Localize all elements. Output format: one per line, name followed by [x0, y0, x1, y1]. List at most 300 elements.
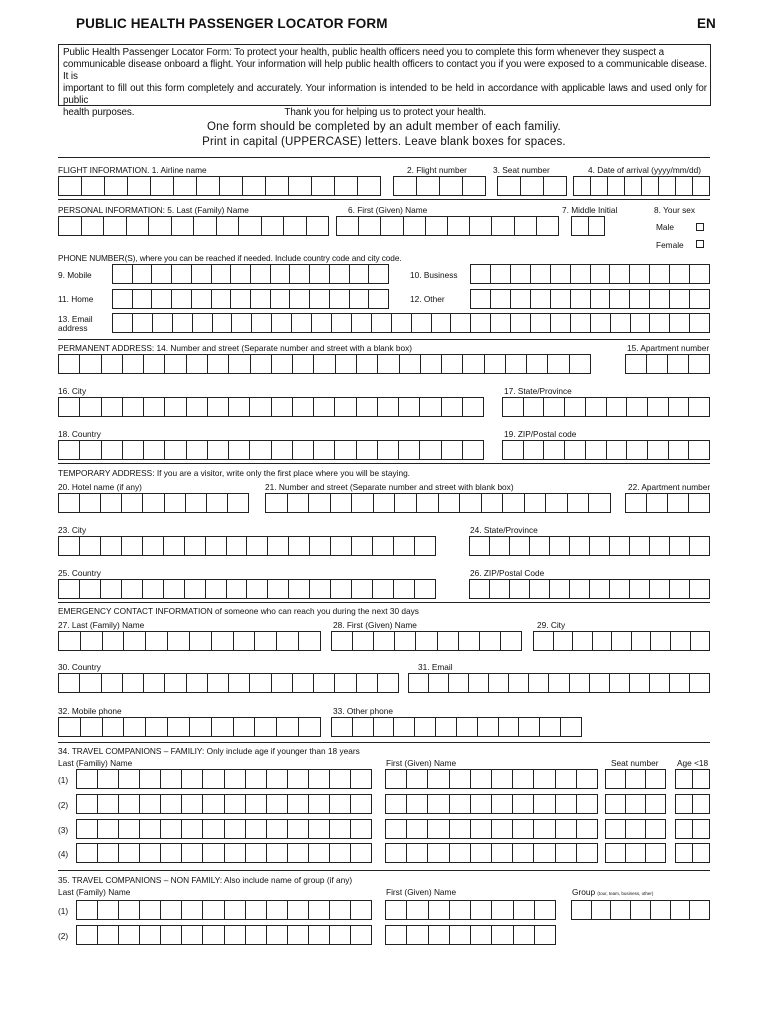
letter-box[interactable] — [648, 440, 669, 460]
letter-box[interactable] — [648, 397, 669, 417]
letter-box[interactable] — [426, 216, 448, 236]
letter-box[interactable] — [212, 717, 234, 737]
permanent-state-input[interactable] — [502, 397, 710, 417]
letter-box[interactable] — [335, 673, 356, 693]
letter-box[interactable] — [535, 900, 556, 920]
letter-box[interactable] — [568, 493, 590, 513]
letter-box[interactable] — [182, 900, 203, 920]
letter-box[interactable] — [627, 440, 648, 460]
letter-box[interactable] — [471, 769, 492, 789]
letter-box[interactable] — [492, 925, 513, 945]
emergency-mobile-input[interactable] — [58, 717, 321, 737]
letter-box[interactable] — [80, 493, 101, 513]
letter-box[interactable] — [190, 717, 212, 737]
letter-box[interactable] — [626, 843, 646, 863]
letter-box[interactable] — [267, 900, 288, 920]
letter-box[interactable] — [374, 717, 395, 737]
letter-box[interactable] — [590, 579, 610, 599]
letter-box[interactable] — [515, 216, 537, 236]
letter-box[interactable] — [172, 289, 192, 309]
letter-box[interactable] — [571, 289, 591, 309]
letter-box[interactable] — [482, 493, 504, 513]
letter-box[interactable] — [288, 493, 310, 513]
letter-box[interactable] — [330, 925, 351, 945]
letter-box[interactable] — [417, 176, 440, 196]
letter-box[interactable] — [490, 536, 510, 556]
family-first-name-input[interactable] — [385, 819, 598, 839]
letter-box[interactable] — [267, 843, 288, 863]
temporary-city-input[interactable] — [58, 536, 436, 556]
letter-box[interactable] — [546, 493, 568, 513]
letter-box[interactable] — [335, 440, 356, 460]
letter-box[interactable] — [140, 900, 161, 920]
family-age-input[interactable] — [675, 819, 710, 839]
letter-box[interactable] — [312, 176, 335, 196]
letter-box[interactable] — [378, 397, 399, 417]
letter-box[interactable] — [610, 289, 630, 309]
letter-box[interactable] — [331, 536, 352, 556]
emergency-other-phone-input[interactable] — [331, 717, 582, 737]
letter-box[interactable] — [98, 819, 119, 839]
letter-box[interactable] — [330, 843, 351, 863]
letter-box[interactable] — [289, 579, 310, 599]
letter-box[interactable] — [271, 264, 291, 284]
letter-box[interactable] — [630, 536, 650, 556]
letter-box[interactable] — [415, 717, 436, 737]
letter-box[interactable] — [690, 313, 710, 333]
letter-box[interactable] — [572, 900, 592, 920]
letter-box[interactable] — [140, 819, 161, 839]
letter-box[interactable] — [610, 264, 630, 284]
letter-box[interactable] — [650, 313, 670, 333]
letter-box[interactable] — [59, 631, 81, 651]
letter-box[interactable] — [251, 264, 271, 284]
letter-box[interactable] — [187, 673, 208, 693]
letter-box[interactable] — [250, 440, 271, 460]
letter-box[interactable] — [352, 313, 372, 333]
letter-box[interactable] — [353, 717, 374, 737]
letter-box[interactable] — [307, 216, 330, 236]
letter-box[interactable] — [535, 925, 556, 945]
letter-box[interactable] — [457, 717, 478, 737]
letter-box[interactable] — [146, 631, 168, 651]
letter-box[interactable] — [509, 673, 529, 693]
letter-box[interactable] — [330, 769, 351, 789]
temporary-street-input[interactable] — [265, 493, 611, 513]
permanent-street-input[interactable] — [58, 354, 591, 374]
letter-box[interactable] — [232, 313, 252, 333]
letter-box[interactable] — [187, 354, 208, 374]
letter-box[interactable] — [690, 536, 710, 556]
male-checkbox[interactable] — [696, 223, 704, 231]
letter-box[interactable] — [149, 216, 172, 236]
letter-box[interactable] — [119, 900, 140, 920]
letter-box[interactable] — [450, 843, 471, 863]
email-input[interactable] — [112, 313, 710, 333]
letter-box[interactable] — [98, 769, 119, 789]
letter-box[interactable] — [489, 673, 509, 693]
letter-box[interactable] — [693, 819, 710, 839]
letter-box[interactable] — [220, 176, 243, 196]
letter-box[interactable] — [227, 536, 248, 556]
letter-box[interactable] — [277, 717, 299, 737]
letter-box[interactable] — [101, 536, 122, 556]
letter-box[interactable] — [399, 397, 420, 417]
letter-box[interactable] — [386, 843, 407, 863]
letter-box[interactable] — [208, 397, 229, 417]
letter-box[interactable] — [203, 900, 224, 920]
letter-box[interactable] — [374, 631, 395, 651]
letter-box[interactable] — [77, 900, 98, 920]
nonfamily-last-name-input[interactable] — [76, 900, 372, 920]
letter-box[interactable] — [471, 313, 491, 333]
letter-box[interactable] — [140, 925, 161, 945]
letter-box[interactable] — [101, 493, 122, 513]
letter-box[interactable] — [513, 819, 534, 839]
letter-box[interactable] — [531, 289, 551, 309]
letter-box[interactable] — [531, 313, 551, 333]
letter-box[interactable] — [556, 819, 577, 839]
letter-box[interactable] — [492, 819, 513, 839]
letter-box[interactable] — [186, 493, 207, 513]
airline-input[interactable] — [58, 176, 381, 196]
letter-box[interactable] — [173, 313, 193, 333]
letter-box[interactable] — [519, 717, 540, 737]
letter-box[interactable] — [234, 631, 256, 651]
letter-box[interactable] — [174, 176, 197, 196]
letter-box[interactable] — [471, 819, 492, 839]
letter-box[interactable] — [266, 493, 288, 513]
letter-box[interactable] — [428, 843, 449, 863]
letter-box[interactable] — [386, 900, 407, 920]
letter-box[interactable] — [510, 579, 530, 599]
letter-box[interactable] — [513, 843, 534, 863]
letter-box[interactable] — [586, 397, 607, 417]
letter-box[interactable] — [650, 289, 670, 309]
letter-box[interactable] — [168, 631, 190, 651]
letter-box[interactable] — [309, 769, 330, 789]
letter-box[interactable] — [227, 579, 248, 599]
letter-box[interactable] — [630, 673, 650, 693]
letter-box[interactable] — [357, 354, 378, 374]
letter-box[interactable] — [59, 216, 82, 236]
letter-box[interactable] — [59, 493, 80, 513]
letter-box[interactable] — [511, 313, 531, 333]
letter-box[interactable] — [625, 176, 642, 196]
letter-box[interactable] — [59, 717, 81, 737]
letter-box[interactable] — [676, 819, 693, 839]
letter-box[interactable] — [293, 440, 314, 460]
letter-box[interactable] — [212, 631, 234, 651]
letter-box[interactable] — [146, 717, 168, 737]
letter-box[interactable] — [577, 794, 598, 814]
letter-box[interactable] — [284, 216, 307, 236]
letter-box[interactable] — [314, 397, 335, 417]
letter-box[interactable] — [98, 843, 119, 863]
letter-box[interactable] — [548, 354, 569, 374]
letter-box[interactable] — [646, 769, 666, 789]
letter-box[interactable] — [246, 794, 267, 814]
letter-box[interactable] — [650, 579, 670, 599]
letter-box[interactable] — [357, 440, 378, 460]
letter-box[interactable] — [133, 289, 153, 309]
nonfamily-first-name-input[interactable] — [385, 925, 556, 945]
letter-box[interactable] — [572, 216, 589, 236]
letter-box[interactable] — [59, 354, 80, 374]
letter-box[interactable] — [293, 673, 314, 693]
family-age-input[interactable] — [675, 843, 710, 863]
letter-box[interactable] — [182, 925, 203, 945]
letter-box[interactable] — [463, 354, 484, 374]
letter-box[interactable] — [626, 493, 647, 513]
letter-box[interactable] — [98, 925, 119, 945]
letter-box[interactable] — [314, 354, 335, 374]
letter-box[interactable] — [420, 397, 441, 417]
letter-box[interactable] — [407, 794, 428, 814]
letter-box[interactable] — [428, 769, 449, 789]
permanent-zip-input[interactable] — [502, 440, 710, 460]
letter-box[interactable] — [165, 354, 186, 374]
letter-box[interactable] — [288, 794, 309, 814]
letter-box[interactable] — [471, 843, 492, 863]
letter-box[interactable] — [471, 289, 491, 309]
letter-box[interactable] — [309, 900, 330, 920]
letter-box[interactable] — [491, 264, 511, 284]
letter-box[interactable] — [531, 264, 551, 284]
letter-box[interactable] — [172, 264, 192, 284]
letter-box[interactable] — [451, 313, 471, 333]
letter-box[interactable] — [574, 176, 591, 196]
letter-box[interactable] — [611, 900, 631, 920]
letter-box[interactable] — [646, 843, 666, 863]
mobile-phone-input[interactable] — [112, 264, 389, 284]
letter-box[interactable] — [309, 794, 330, 814]
letter-box[interactable] — [676, 794, 693, 814]
letter-box[interactable] — [113, 289, 133, 309]
letter-box[interactable] — [606, 794, 626, 814]
letter-box[interactable] — [650, 536, 670, 556]
letter-box[interactable] — [571, 264, 591, 284]
letter-box[interactable] — [77, 769, 98, 789]
letter-box[interactable] — [394, 176, 417, 196]
letter-box[interactable] — [247, 536, 268, 556]
emergency-first-name-input[interactable] — [331, 631, 522, 651]
letter-box[interactable] — [394, 536, 415, 556]
letter-box[interactable] — [59, 673, 80, 693]
letter-box[interactable] — [243, 176, 266, 196]
letter-box[interactable] — [650, 264, 670, 284]
letter-box[interactable] — [670, 264, 690, 284]
letter-box[interactable] — [591, 176, 608, 196]
letter-box[interactable] — [450, 925, 471, 945]
letter-box[interactable] — [550, 579, 570, 599]
letter-box[interactable] — [288, 925, 309, 945]
letter-box[interactable] — [506, 354, 527, 374]
letter-box[interactable] — [690, 579, 710, 599]
letter-box[interactable] — [591, 264, 611, 284]
letter-box[interactable] — [351, 794, 372, 814]
letter-box[interactable] — [394, 717, 415, 737]
letter-box[interactable] — [550, 536, 570, 556]
letter-box[interactable] — [642, 176, 659, 196]
letter-box[interactable] — [469, 673, 489, 693]
letter-box[interactable] — [351, 900, 372, 920]
letter-box[interactable] — [113, 264, 133, 284]
letter-box[interactable] — [288, 900, 309, 920]
letter-box[interactable] — [225, 925, 246, 945]
letter-box[interactable] — [161, 925, 182, 945]
letter-box[interactable] — [540, 717, 561, 737]
letter-box[interactable] — [630, 264, 650, 284]
letter-box[interactable] — [501, 631, 522, 651]
letter-box[interactable] — [428, 819, 449, 839]
letter-box[interactable] — [231, 289, 251, 309]
letter-box[interactable] — [182, 794, 203, 814]
letter-box[interactable] — [165, 673, 186, 693]
family-seat-input[interactable] — [605, 769, 666, 789]
letter-box[interactable] — [449, 673, 469, 693]
letter-box[interactable] — [492, 794, 513, 814]
letter-box[interactable] — [429, 900, 450, 920]
letter-box[interactable] — [255, 631, 277, 651]
letter-box[interactable] — [511, 289, 531, 309]
letter-box[interactable] — [128, 176, 151, 196]
letter-box[interactable] — [119, 819, 140, 839]
letter-box[interactable] — [407, 925, 428, 945]
letter-box[interactable] — [350, 264, 370, 284]
letter-box[interactable] — [399, 440, 420, 460]
letter-box[interactable] — [373, 536, 394, 556]
letter-box[interactable] — [123, 673, 144, 693]
letter-box[interactable] — [556, 794, 577, 814]
letter-box[interactable] — [122, 579, 143, 599]
letter-box[interactable] — [272, 313, 292, 333]
letter-box[interactable] — [646, 819, 666, 839]
family-seat-input[interactable] — [605, 794, 666, 814]
letter-box[interactable] — [246, 843, 267, 863]
letter-box[interactable] — [631, 313, 651, 333]
letter-box[interactable] — [357, 673, 378, 693]
letter-box[interactable] — [412, 313, 432, 333]
letter-box[interactable] — [255, 717, 277, 737]
letter-box[interactable] — [561, 717, 582, 737]
letter-box[interactable] — [471, 794, 492, 814]
letter-box[interactable] — [544, 176, 567, 196]
letter-box[interactable] — [59, 176, 82, 196]
permanent-country-input[interactable] — [58, 440, 484, 460]
letter-box[interactable] — [492, 900, 513, 920]
letter-box[interactable] — [442, 397, 463, 417]
letter-box[interactable] — [689, 354, 710, 374]
letter-box[interactable] — [197, 176, 220, 196]
letter-box[interactable] — [266, 176, 289, 196]
letter-box[interactable] — [690, 289, 710, 309]
letter-box[interactable] — [534, 769, 555, 789]
letter-box[interactable] — [246, 900, 267, 920]
letter-box[interactable] — [225, 819, 246, 839]
letter-box[interactable] — [310, 536, 331, 556]
letter-box[interactable] — [309, 493, 331, 513]
letter-box[interactable] — [608, 176, 625, 196]
letter-box[interactable] — [225, 769, 246, 789]
letter-box[interactable] — [442, 440, 463, 460]
letter-box[interactable] — [289, 536, 310, 556]
letter-box[interactable] — [229, 673, 250, 693]
letter-box[interactable] — [277, 631, 299, 651]
letter-box[interactable] — [335, 397, 356, 417]
letter-box[interactable] — [570, 354, 591, 374]
letter-box[interactable] — [357, 397, 378, 417]
letter-box[interactable] — [525, 493, 547, 513]
letter-box[interactable] — [386, 925, 407, 945]
letter-box[interactable] — [246, 769, 267, 789]
letter-box[interactable] — [407, 819, 428, 839]
letter-box[interactable] — [626, 354, 647, 374]
letter-box[interactable] — [491, 289, 511, 309]
letter-box[interactable] — [101, 579, 122, 599]
letter-box[interactable] — [514, 900, 535, 920]
letter-box[interactable] — [480, 631, 501, 651]
letter-box[interactable] — [299, 717, 321, 737]
letter-box[interactable] — [551, 289, 571, 309]
letter-box[interactable] — [119, 925, 140, 945]
letter-box[interactable] — [203, 819, 224, 839]
letter-box[interactable] — [332, 631, 353, 651]
letter-box[interactable] — [330, 900, 351, 920]
letter-box[interactable] — [590, 536, 610, 556]
letter-box[interactable] — [570, 579, 590, 599]
letter-box[interactable] — [676, 843, 693, 863]
letter-box[interactable] — [143, 579, 164, 599]
letter-box[interactable] — [161, 900, 182, 920]
letter-box[interactable] — [309, 843, 330, 863]
letter-box[interactable] — [250, 673, 271, 693]
letter-box[interactable] — [208, 354, 229, 374]
letter-box[interactable] — [378, 440, 399, 460]
letter-box[interactable] — [262, 216, 285, 236]
letter-box[interactable] — [251, 354, 272, 374]
letter-box[interactable] — [193, 313, 213, 333]
letter-box[interactable] — [492, 843, 513, 863]
letter-box[interactable] — [208, 673, 229, 693]
letter-box[interactable] — [272, 354, 293, 374]
letter-box[interactable] — [407, 769, 428, 789]
letter-box[interactable] — [378, 354, 399, 374]
letter-box[interactable] — [288, 819, 309, 839]
family-seat-input[interactable] — [605, 819, 666, 839]
letter-box[interactable] — [668, 354, 689, 374]
letter-box[interactable] — [676, 176, 693, 196]
letter-box[interactable] — [490, 579, 510, 599]
letter-box[interactable] — [450, 900, 471, 920]
letter-box[interactable] — [152, 289, 172, 309]
letter-box[interactable] — [693, 843, 710, 863]
letter-box[interactable] — [331, 493, 353, 513]
letter-box[interactable] — [593, 631, 613, 651]
letter-box[interactable] — [670, 673, 690, 693]
letter-box[interactable] — [231, 264, 251, 284]
letter-box[interactable] — [670, 289, 690, 309]
letter-box[interactable] — [428, 794, 449, 814]
letter-box[interactable] — [310, 264, 330, 284]
letter-box[interactable] — [651, 900, 671, 920]
letter-box[interactable] — [693, 769, 710, 789]
letter-box[interactable] — [606, 843, 626, 863]
letter-box[interactable] — [80, 440, 101, 460]
letter-box[interactable] — [81, 631, 103, 651]
letter-box[interactable] — [102, 673, 123, 693]
letter-box[interactable] — [463, 440, 484, 460]
